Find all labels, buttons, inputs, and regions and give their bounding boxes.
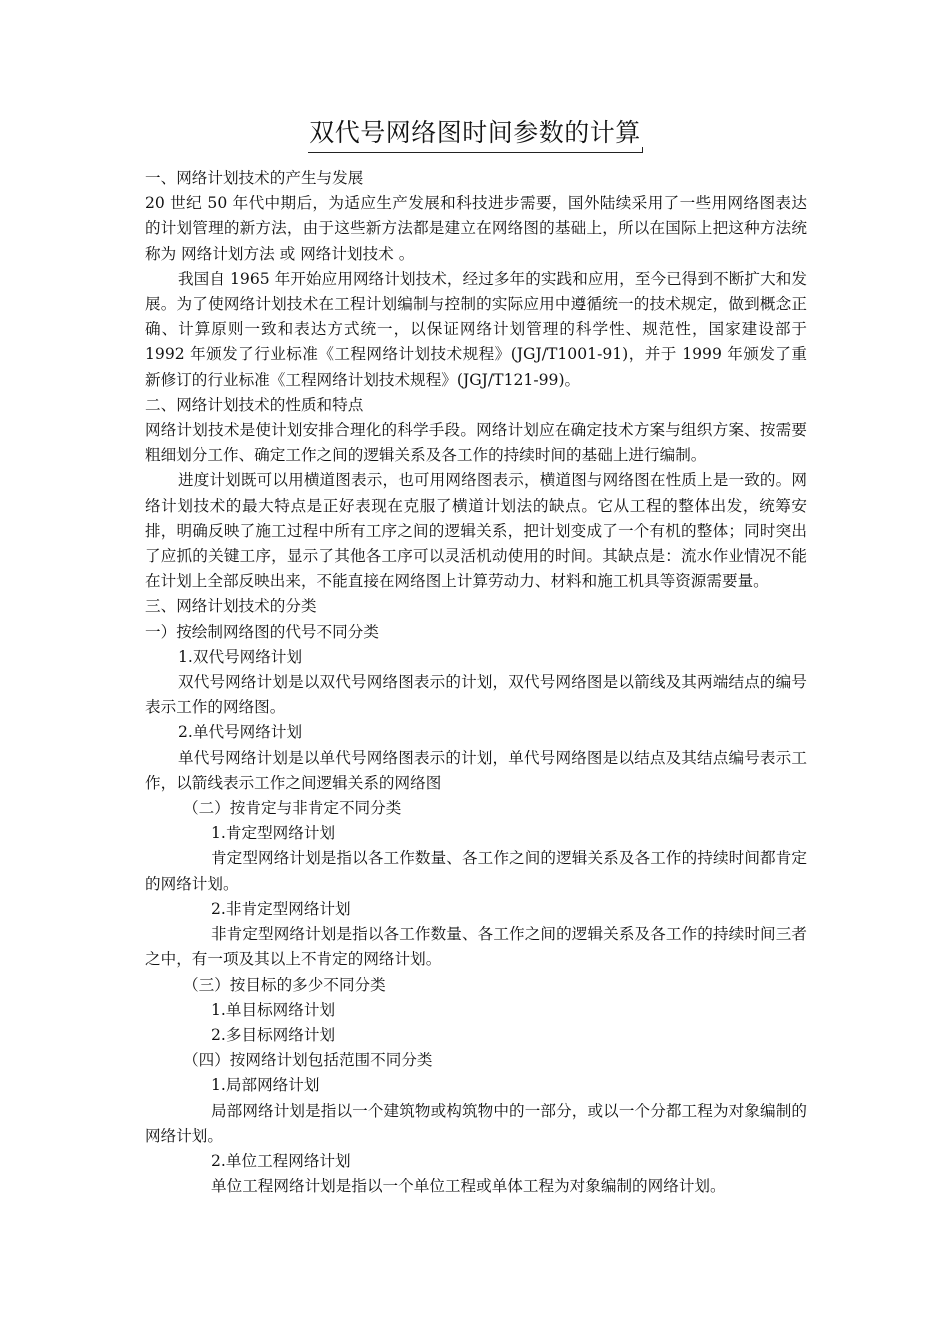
subsection-heading: （二）按肯定与非肯定不同分类	[183, 799, 402, 818]
subsection-heading: （四）按网络计划包括范围不同分类	[183, 1051, 433, 1070]
paragraph: 非肯定型网络计划是指以各工作数量、各工作之间的逻辑关系及各工作的持续时间三者之中，有一项及其以上不肯定的网络计划。	[145, 925, 807, 969]
subsection-heading: （三）按目标的多少不同分类	[183, 975, 386, 994]
paragraph: 单代号网络计划是以单代号网络图表示的计划，单代号网络图是以结点及其结点编号表示工作，以箭线表示工作之间逻辑关系的网络图	[145, 748, 807, 792]
document-title: 双代号网络图时间参数的计算	[309, 118, 641, 147]
title-underline	[308, 152, 642, 153]
item-heading: 1.肯定型网络计划	[211, 824, 336, 843]
subsection-heading: 一）按绘制网络图的代号不同分类	[145, 622, 379, 641]
paragraph: 双代号网络计划是以双代号网络图表示的计划，双代号网络图是以箭线及其两端结点的编号表示工作的网络图。	[145, 673, 807, 717]
section-heading-2: 二、网络计划技术的性质和特点	[145, 395, 364, 414]
item-heading: 1.单目标网络计划	[211, 1000, 336, 1019]
item-heading: 2.单位工程网络计划	[211, 1151, 351, 1170]
item-heading: 1.局部网络计划	[211, 1076, 320, 1095]
section-heading-1: 一、网络计划技术的产生与发展	[145, 169, 364, 187]
item-heading: 2.多目标网络计划	[211, 1025, 336, 1044]
paragraph: 局部网络计划是指以一个建筑物或构筑物中的一部分，或以一个分都工程为对象编制的网络计划。	[145, 1101, 807, 1145]
paragraph: 网络计划技术是使计划安排合理化的科学手段。网络计划应在确定技术方案与组织方案、按需要粗细划分工作、确定工作之间的逻辑关系及各工作的持续时间的基础上进行编制。	[145, 421, 807, 465]
paragraph: 我国自 1965 年开始应用网络计划技术，经过多年的实践和应用，至今已得到不断扩大和发展。为了使网络计划技术在工程计划编制与控制的实际应用中遵循统一的技术规定，做到概念正确、计算原则一致和表达方式统一，以保证网络计划管理的科学性、规范性，国家建设部于 1992 年颁发了行业标准《工程网络计划技术规程》(JGJ/T1001-91)，并于 1999 年颁发了重新修订的行业标准《工程网络计划技术规程》(JGJ/T121-99)。	[145, 269, 807, 389]
section-heading-3: 三、网络计划技术的分类	[145, 597, 317, 616]
paragraph: 肯定型网络计划是指以各工作数量、各工作之间的逻辑关系及各工作的持续时间都肯定的网络计划。	[145, 849, 807, 893]
item-heading: 2.单代号网络计划	[178, 723, 303, 742]
item-heading: 1.双代号网络计划	[178, 647, 303, 666]
item-heading: 2.非肯定型网络计划	[211, 899, 351, 918]
paragraph: 20 世纪 50 年代中期后，为适应生产发展和科技进步需要，国外陆续采用了一些用网络图表达的计划管理的新方法，由于这些新方法都是建立在网络图的基础上，所以在国际上把这种方法统称为 网络计划方法 或 网络计划技术 。	[145, 194, 807, 263]
paragraph: 进度计划既可以用横道图表示，也可用网络图表示，横道图与网络图在性质上是一致的。网络计划技术的最大特点是正好表现在克服了横道计划法的缺点。它从工程的整体出发，统筹安排，明确反映了施工过程中所有工序之间的逻辑关系，把计划变成了一个有机的整体；同时突出了应抓的关键工序，显示了其他各工序可以灵活机动使用的时间。其缺点是：流水作业情况不能在计划上全部反映出来，不能直接在网络图上计算劳动力、材料和施工机具等资源需要量。	[145, 471, 807, 591]
paragraph: 单位工程网络计划是指以一个单位工程或单体工程为对象编制的网络计划。	[211, 1177, 726, 1196]
document-body	[145, 166, 807, 1199]
